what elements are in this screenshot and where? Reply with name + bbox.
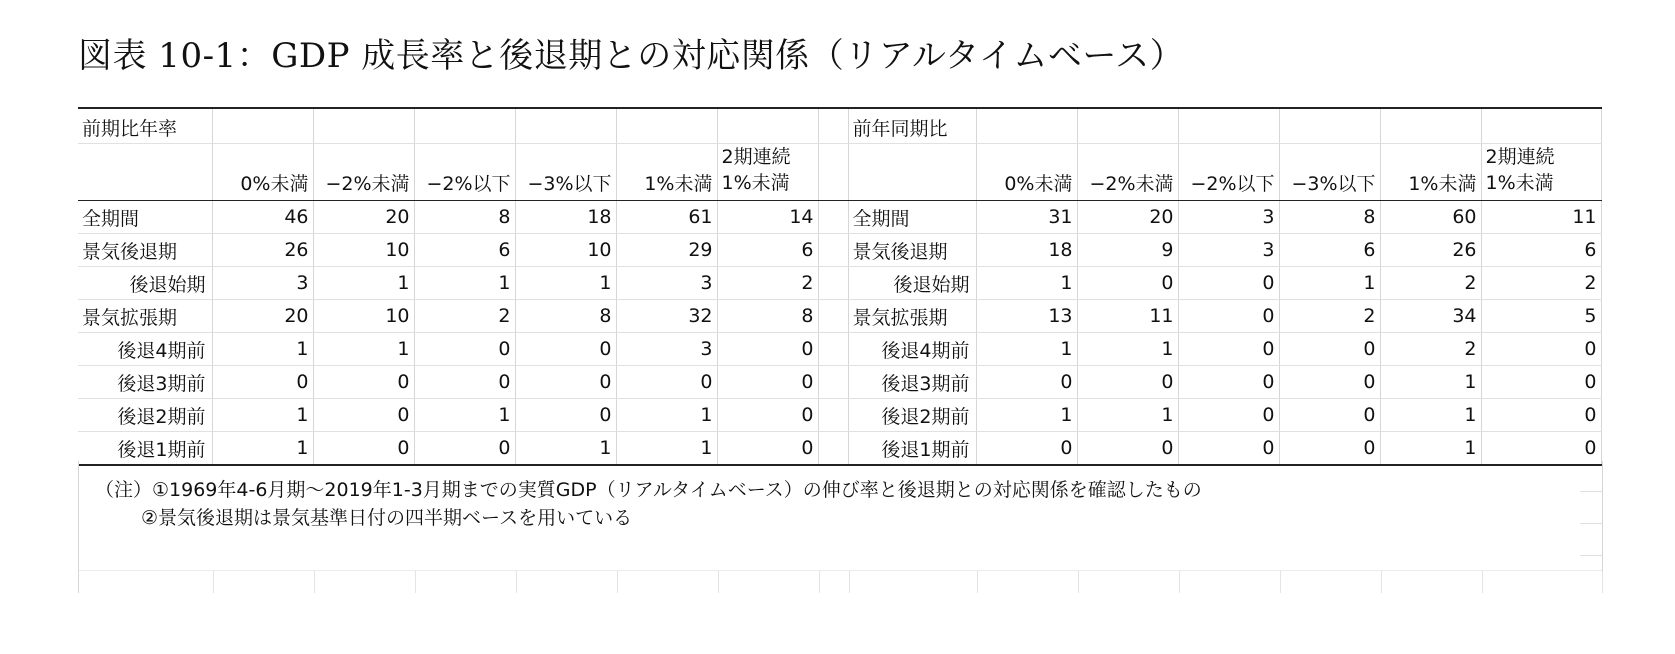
gap-cell (818, 267, 848, 300)
left-cell-value: 1 (616, 432, 717, 466)
right-row-label: 景気拡張期 (848, 300, 976, 333)
left-header-label: 前期比年率 (78, 108, 212, 144)
left-cell-value: 32 (616, 300, 717, 333)
data-sheet (78, 107, 1601, 593)
right-cell-value: 0 (1481, 333, 1601, 366)
column-header-row (78, 144, 1601, 201)
left-cell-value: 1 (515, 267, 616, 300)
right-cell-value: 0 (1279, 366, 1380, 399)
gap-cell (818, 144, 848, 201)
right-cell-value: 2 (1380, 333, 1481, 366)
left-cell-value: 46 (212, 201, 313, 234)
left-cell-value: 2 (414, 300, 515, 333)
table-row (78, 300, 1601, 333)
gridline (1280, 571, 1281, 593)
right-column-header: −2%以下 (1178, 144, 1279, 201)
right-header-blank (1481, 108, 1601, 144)
left-cell-value: 18 (515, 201, 616, 234)
right-cell-value: 0 (976, 432, 1077, 466)
left-header-blank (212, 108, 313, 144)
right-consecutive-header (1486, 144, 1555, 196)
gap-cell (818, 432, 848, 466)
left-cell-value: 20 (212, 300, 313, 333)
left-cell-value: 1 (515, 432, 616, 466)
left-cell-value: 0 (616, 366, 717, 399)
right-cell-value: 26 (1380, 234, 1481, 267)
left-cell-value: 0 (717, 333, 818, 366)
right-cell-value: 20 (1077, 201, 1178, 234)
left-cell-value: 20 (313, 201, 414, 234)
note-1: （注）①1969年4-6月期～2019年1-3月期までの実質GDP（リアルタイムベース）の伸び率と後退期との対応関係を確認したもの (95, 479, 1202, 501)
left-consecutive-header-line2: 1%未満 (721, 172, 790, 194)
right-cell-value: 0 (1077, 267, 1178, 300)
left-cell-value: 0 (515, 399, 616, 432)
right-cell-value: 13 (976, 300, 1077, 333)
gridline (1381, 571, 1382, 593)
right-cell-value: 34 (1380, 300, 1481, 333)
left-column-header: −3%以下 (515, 144, 616, 201)
table-row (78, 399, 1601, 432)
right-cell-value: 3 (1178, 234, 1279, 267)
left-header-blank (78, 144, 212, 201)
right-cell-value: 0 (1178, 366, 1279, 399)
right-row-label: 後退3期前 (848, 366, 976, 399)
right-cell-value: 5 (1481, 300, 1601, 333)
left-cell-value: 10 (313, 300, 414, 333)
right-column-header (1481, 144, 1601, 201)
left-cell-value: 0 (515, 366, 616, 399)
right-row-label: 後退1期前 (848, 432, 976, 466)
left-row-label: 景気後退期 (78, 234, 212, 267)
left-cell-value: 1 (212, 333, 313, 366)
right-row-label: 後退始期 (848, 267, 976, 300)
left-row-label: 後退2期前 (78, 399, 212, 432)
gridline (849, 571, 850, 593)
empty-sheet-row (79, 570, 1602, 593)
right-cell-value: 11 (1077, 300, 1178, 333)
left-column-header: 1%未満 (616, 144, 717, 201)
figure-title: 図表 10-1：GDP 成長率と後退期との対応関係（リアルタイムベース） (78, 36, 1185, 76)
left-cell-value: 1 (212, 432, 313, 466)
right-cell-value: 1 (1279, 267, 1380, 300)
left-cell-value: 0 (717, 432, 818, 466)
left-consecutive-header (722, 144, 791, 196)
left-cell-value: 6 (414, 234, 515, 267)
gridline (415, 571, 416, 593)
gap-cell (818, 108, 848, 144)
left-header-blank (313, 108, 414, 144)
left-row-label: 景気拡張期 (78, 300, 212, 333)
right-cell-value: 1 (1380, 399, 1481, 432)
gridline (1078, 571, 1079, 593)
right-cell-value: 6 (1481, 234, 1601, 267)
right-cell-value: 18 (976, 234, 1077, 267)
gridline (516, 571, 517, 593)
left-row-label: 後退4期前 (78, 333, 212, 366)
gridline (819, 571, 820, 593)
gridline (617, 571, 618, 593)
right-header-blank (976, 108, 1077, 144)
left-column-header: −2%以下 (414, 144, 515, 201)
left-cell-value: 0 (717, 366, 818, 399)
right-header-blank (848, 144, 976, 201)
right-row-label: 景気後退期 (848, 234, 976, 267)
left-cell-value: 0 (717, 399, 818, 432)
gridline (1602, 571, 1603, 593)
left-cell-value: 0 (313, 366, 414, 399)
left-cell-value: 1 (313, 333, 414, 366)
right-cell-value: 0 (1178, 300, 1279, 333)
right-column-header: 1%未満 (1380, 144, 1481, 201)
gap-cell (818, 234, 848, 267)
right-cell-value: 60 (1380, 201, 1481, 234)
right-cell-value: 2 (1481, 267, 1601, 300)
gridline (314, 571, 315, 593)
left-cell-value: 3 (616, 333, 717, 366)
left-cell-value: 1 (313, 267, 414, 300)
left-cell-value: 10 (515, 234, 616, 267)
table-row (78, 432, 1601, 466)
left-cell-value: 1 (414, 399, 515, 432)
left-consecutive-header-line1: 2期連続 (721, 146, 791, 168)
left-cell-value: 1 (212, 399, 313, 432)
gridline (1179, 571, 1180, 593)
left-cell-value: 1 (414, 267, 515, 300)
right-cell-value: 8 (1279, 201, 1380, 234)
left-cell-value: 8 (717, 300, 818, 333)
left-cell-value: 61 (616, 201, 717, 234)
left-cell-value: 0 (414, 366, 515, 399)
left-cell-value: 3 (616, 267, 717, 300)
left-header-blank (616, 108, 717, 144)
right-row-label: 後退2期前 (848, 399, 976, 432)
left-cell-value: 8 (515, 300, 616, 333)
right-header-label: 前年同期比 (848, 108, 976, 144)
header-row (78, 108, 1601, 144)
gridline (977, 571, 978, 593)
growth-recession-table (78, 107, 1602, 466)
left-row-label: 後退3期前 (78, 366, 212, 399)
left-cell-value: 0 (414, 333, 515, 366)
right-consecutive-header-line1: 2期連続 (1485, 146, 1555, 168)
right-cell-value: 1 (1077, 399, 1178, 432)
table-row (78, 333, 1601, 366)
gap-cell (818, 333, 848, 366)
right-row-label: 全期間 (848, 201, 976, 234)
right-cell-value: 0 (1077, 432, 1178, 466)
right-cell-value: 1 (976, 399, 1077, 432)
table-row (78, 201, 1601, 234)
right-cell-value: 31 (976, 201, 1077, 234)
right-cell-value: 0 (1279, 333, 1380, 366)
left-cell-value: 2 (717, 267, 818, 300)
right-cell-value: 6 (1279, 234, 1380, 267)
left-column-header (717, 144, 818, 201)
left-cell-value: 8 (414, 201, 515, 234)
right-cell-value: 1 (976, 267, 1077, 300)
left-header-blank (515, 108, 616, 144)
gap-cell (818, 201, 848, 234)
left-cell-value: 0 (313, 432, 414, 466)
right-header-blank (1178, 108, 1279, 144)
left-cell-value: 26 (212, 234, 313, 267)
left-cell-value: 3 (212, 267, 313, 300)
right-header-blank (1279, 108, 1380, 144)
right-cell-value: 0 (976, 366, 1077, 399)
right-cell-value: 0 (1178, 267, 1279, 300)
left-header-blank (414, 108, 515, 144)
gap-cell (818, 399, 848, 432)
right-header-blank (1380, 108, 1481, 144)
right-cell-value: 1 (976, 333, 1077, 366)
right-cell-value: 9 (1077, 234, 1178, 267)
left-cell-value: 0 (515, 333, 616, 366)
right-consecutive-header-line2: 1%未満 (1485, 172, 1554, 194)
left-cell-value: 6 (717, 234, 818, 267)
left-cell-value: 29 (616, 234, 717, 267)
right-cell-value: 0 (1279, 432, 1380, 466)
left-row-label: 後退1期前 (78, 432, 212, 466)
right-column-header: −2%未満 (1077, 144, 1178, 201)
left-cell-value: 0 (414, 432, 515, 466)
left-cell-value: 10 (313, 234, 414, 267)
left-column-header: −2%未満 (313, 144, 414, 201)
gap-cell (818, 366, 848, 399)
gridline (718, 571, 719, 593)
right-cell-value: 1 (1077, 333, 1178, 366)
left-cell-value: 1 (616, 399, 717, 432)
right-column-header: 0%未満 (976, 144, 1077, 201)
right-cell-value: 0 (1481, 366, 1601, 399)
note-2: ②景気後退期は景気基準日付の四半期ベースを用いている (141, 507, 633, 529)
right-cell-value: 0 (1481, 399, 1601, 432)
left-row-label: 後退始期 (78, 267, 212, 300)
right-header-blank (1077, 108, 1178, 144)
right-cell-value: 2 (1380, 267, 1481, 300)
gridline (1482, 571, 1483, 593)
right-cell-value: 0 (1481, 432, 1601, 466)
notes-area (78, 461, 1603, 593)
right-cell-value: 0 (1178, 399, 1279, 432)
right-cell-value: 0 (1279, 399, 1380, 432)
table-row (78, 234, 1601, 267)
left-cell-value: 0 (313, 399, 414, 432)
left-column-header: 0%未満 (212, 144, 313, 201)
right-cell-value: 3 (1178, 201, 1279, 234)
left-cell-value: 0 (212, 366, 313, 399)
left-header-blank (717, 108, 818, 144)
right-cell-value: 11 (1481, 201, 1601, 234)
table-row (78, 267, 1601, 300)
right-cell-value: 0 (1178, 432, 1279, 466)
left-row-label: 全期間 (78, 201, 212, 234)
table-row (78, 366, 1601, 399)
right-cell-value: 1 (1380, 432, 1481, 466)
gridline (213, 571, 214, 593)
right-cell-value: 0 (1077, 366, 1178, 399)
right-row-label: 後退4期前 (848, 333, 976, 366)
gap-cell (818, 300, 848, 333)
right-cell-value: 2 (1279, 300, 1380, 333)
right-column-header: −3%以下 (1279, 144, 1380, 201)
right-cell-value: 0 (1178, 333, 1279, 366)
right-cell-value: 1 (1380, 366, 1481, 399)
left-cell-value: 14 (717, 201, 818, 234)
